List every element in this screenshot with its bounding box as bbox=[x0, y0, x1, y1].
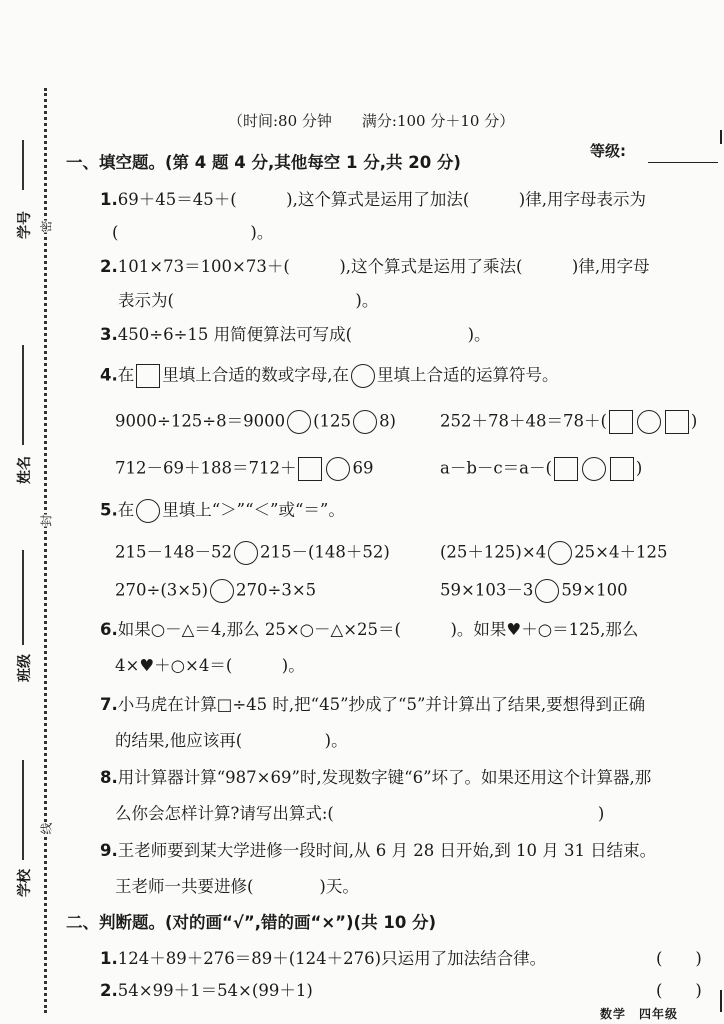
question-text: 里填上“＞”“＜”或“＝”。 bbox=[162, 500, 345, 520]
answer-circle[interactable] bbox=[353, 410, 377, 434]
question-line bbox=[100, 324, 491, 346]
question-line bbox=[100, 256, 650, 278]
judge-answer-2[interactable]: ( ) bbox=[656, 981, 702, 1000]
question-text: 在 bbox=[117, 500, 135, 520]
question-line bbox=[115, 655, 305, 677]
answer-circle[interactable] bbox=[326, 457, 350, 481]
grade-label: 等级: bbox=[590, 142, 626, 160]
question-text: ( )。 bbox=[112, 223, 274, 242]
question-text: 么你会怎样计算?请写出算式:( ) bbox=[115, 804, 605, 823]
answer-box[interactable] bbox=[554, 457, 578, 481]
question-text: (25＋125)×4 bbox=[440, 542, 547, 562]
question-text: (125 bbox=[313, 411, 352, 431]
question-text: 4×♥＋○×4＝( )。 bbox=[115, 656, 305, 675]
name-underline bbox=[22, 345, 24, 445]
question-text: 215－148－52 bbox=[115, 542, 232, 562]
answer-circle[interactable] bbox=[535, 579, 559, 603]
seal-char-feng: 封 bbox=[39, 514, 54, 527]
question-line bbox=[100, 948, 546, 970]
question-line bbox=[115, 579, 316, 603]
question-text: ) bbox=[690, 411, 698, 431]
question-text: 小马虎在计算□÷45 时,把“45”抄成了“5”并计算出了结果,要想得到正确 bbox=[117, 695, 646, 714]
name-label: 姓名 bbox=[17, 456, 33, 484]
edge-mark bbox=[720, 990, 722, 1012]
question-line bbox=[440, 579, 628, 603]
answer-box[interactable] bbox=[136, 364, 160, 388]
question-line bbox=[115, 410, 396, 434]
question-line bbox=[440, 541, 668, 565]
question-text: 270÷3×5 bbox=[236, 580, 317, 600]
question-line bbox=[100, 364, 559, 388]
question-text: 450÷6÷15 用简便算法可写成( )。 bbox=[117, 325, 491, 344]
question-text: 59×100 bbox=[561, 580, 628, 600]
exam-info: （时间:80 分钟 满分:100 分＋10 分） bbox=[228, 112, 515, 130]
class-underline bbox=[22, 550, 24, 645]
question-text: 69＋45＝45＋( ),这个算式是运用了加法( )律,用字母表示为 bbox=[117, 190, 646, 209]
question-text: 如果○－△＝4,那么 25×○－△×25＝( )。如果♥＋○＝125,那么 bbox=[117, 620, 639, 639]
answer-circle[interactable] bbox=[287, 410, 311, 434]
question-number: 7. bbox=[100, 695, 118, 714]
grade-field[interactable] bbox=[648, 162, 718, 163]
question-text: 54×99＋1＝54×(99＋1) bbox=[117, 981, 313, 1000]
question-number: 5. bbox=[100, 500, 118, 520]
question-text: 王老师要到某大学进修一段时间,从 6 月 28 日开始,到 10 月 31 日结束。 bbox=[117, 841, 657, 860]
question-text: 69 bbox=[352, 458, 374, 478]
answer-circle[interactable] bbox=[234, 541, 258, 565]
answer-circle[interactable] bbox=[548, 541, 572, 565]
question-number: 2. bbox=[100, 981, 118, 1000]
question-line bbox=[115, 541, 390, 565]
question-text: 252＋78＋48＝78＋( bbox=[440, 411, 607, 431]
question-line bbox=[440, 457, 642, 481]
question-number: 2. bbox=[100, 257, 118, 276]
question-line bbox=[100, 980, 313, 1002]
question-text: 59×103－3 bbox=[440, 580, 534, 600]
question-text: 215－(148＋52) bbox=[259, 542, 390, 562]
question-number: 8. bbox=[100, 768, 118, 787]
question-text: a－b－c＝a－( bbox=[440, 458, 552, 478]
question-text: 里填上合适的运算符号。 bbox=[377, 365, 559, 385]
question-text: 王老师一共要进修( )天。 bbox=[115, 877, 359, 896]
question-text: 用计算器计算“987×69”时,发现数字键“6”坏了。如果还用这个计算器,那 bbox=[117, 768, 652, 787]
question-line bbox=[100, 499, 345, 523]
question-text: 里填上合适的数或字母,在 bbox=[162, 365, 349, 385]
footer-subject-grade: 数学 四年级 bbox=[600, 1007, 679, 1021]
question-line bbox=[115, 457, 373, 481]
question-text: 9000÷125÷8＝9000 bbox=[115, 411, 286, 431]
question-line bbox=[100, 189, 646, 211]
answer-circle[interactable] bbox=[582, 457, 606, 481]
school-label: 学校 bbox=[17, 869, 33, 897]
class-label: 班级 bbox=[17, 654, 33, 682]
question-text: ) bbox=[635, 458, 643, 478]
question-line bbox=[100, 694, 645, 716]
question-line bbox=[115, 730, 348, 752]
question-text: 270÷(3×5) bbox=[115, 580, 209, 600]
seal-char-mi: 密 bbox=[39, 220, 54, 233]
question-text: 25×4＋125 bbox=[574, 542, 668, 562]
question-line bbox=[100, 619, 638, 641]
answer-circle[interactable] bbox=[136, 499, 160, 523]
section2-title: 二、判断题。(对的画“√”,错的画“×”)(共 10 分) bbox=[66, 913, 437, 932]
question-line bbox=[440, 410, 697, 434]
question-text: 712－69＋188＝712＋ bbox=[115, 458, 297, 478]
question-number: 3. bbox=[100, 325, 118, 344]
edge-mark bbox=[720, 130, 722, 144]
student-no-underline bbox=[22, 140, 24, 190]
question-number: 1. bbox=[100, 949, 118, 968]
section1-title: 一、填空题。(第 4 题 4 分,其他每空 1 分,共 20 分) bbox=[66, 153, 461, 172]
question-line bbox=[112, 222, 273, 244]
student-no-label: 学号 bbox=[17, 211, 33, 239]
answer-box[interactable] bbox=[609, 410, 633, 434]
question-text: 表示为( )。 bbox=[118, 291, 379, 310]
question-text: 101×73＝100×73＋( ),这个算式是运用了乘法( )律,用字母 bbox=[117, 257, 650, 276]
answer-circle[interactable] bbox=[351, 364, 375, 388]
question-line bbox=[100, 767, 651, 789]
question-text: 在 bbox=[117, 365, 135, 385]
question-line bbox=[100, 840, 656, 862]
question-line bbox=[115, 803, 604, 825]
answer-circle[interactable] bbox=[210, 579, 234, 603]
answer-circle[interactable] bbox=[637, 410, 661, 434]
school-underline bbox=[22, 760, 24, 860]
question-text: 的结果,他应该再( )。 bbox=[115, 731, 348, 750]
question-text: 8) bbox=[379, 411, 396, 431]
question-number: 9. bbox=[100, 841, 118, 860]
answer-box[interactable] bbox=[298, 457, 322, 481]
seal-char-xian: 线 bbox=[39, 822, 54, 835]
answer-box[interactable] bbox=[665, 410, 689, 434]
question-number: 1. bbox=[100, 190, 118, 209]
question-line bbox=[118, 290, 378, 312]
answer-box[interactable] bbox=[610, 457, 634, 481]
question-text: 124＋89＋276＝89＋(124＋276)只运用了加法结合律。 bbox=[117, 949, 547, 968]
question-line bbox=[115, 876, 359, 898]
question-number: 4. bbox=[100, 365, 118, 385]
question-number: 6. bbox=[100, 620, 118, 639]
judge-answer-1[interactable]: ( ) bbox=[656, 949, 702, 968]
